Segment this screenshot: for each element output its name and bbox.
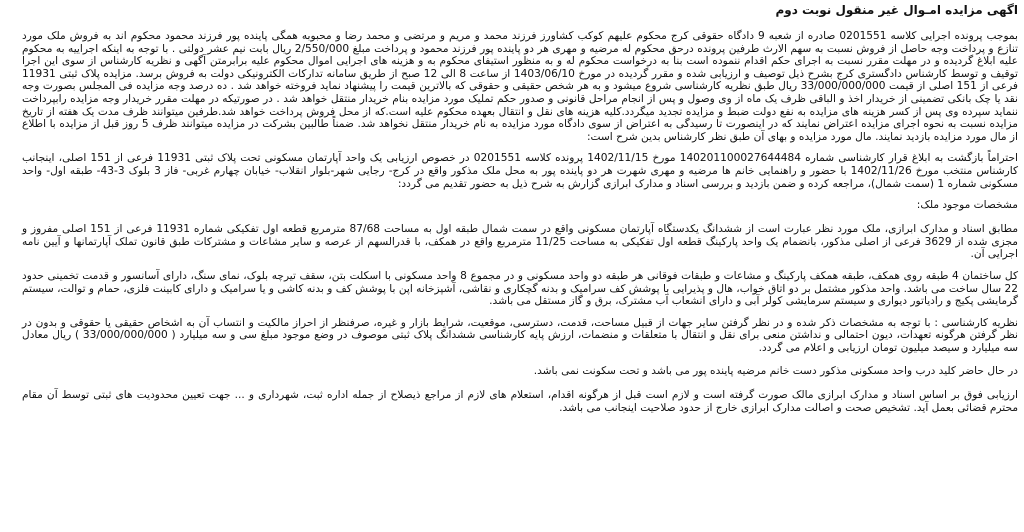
paragraph-key-status: در حال حاضر کلید درب واحد مسکونی مذکور دست خانم مرضیه پاینده پور می باشد و تحت سکونت نمی باشد. xyxy=(533,365,1018,378)
spacer xyxy=(22,308,1018,317)
spacer xyxy=(22,143,1018,152)
spacer xyxy=(22,212,1018,223)
notice-title: اگهی مزایده امـوال غیر منقول نوبت دوم xyxy=(775,3,1018,17)
paragraph-property-description: مطابق اسناد و مدارک ابرازی، ملک مورد نظر عبارت است از ششدانگ یکدستگاه آپارتمان مسکونی واقع در سمت شمال طبقه اول به مساحت 87/68 مترمربع قطعه اول تفکیکی شماره 11931 فرعی از 151 اصلی مفروز و مجزی شده از 3629 فرعی از اصلی مذکور، بانضمام یک واحد پارکینگ قطعه اول تفکیکی به مساحت 11/25 مترمربع واقع در همکف، با قدرالسهم از عرصه و سایر مشاعات و مشترکات طبق قانون تملک آپارتمانها و آیین نامه اجرایی آن. xyxy=(22,223,1019,261)
paragraph-expert-assignment: احتراماً بازگشت به ابلاغ قرار کارشناسی شماره 140201100027644484 مورخ 1402/11/15 پرونده کلاسه 0201551 در خصوص ارزیابی یک واحد آپارتمان مسکونی تحت پلاک ثبتی 11931 فرعی از 151 اصلی، اینجانب کارشناس منتخب مورخ 1402/11/26 با حضور و راهنمایی خانم ها مرضیه و مهری شهرت هر دو پاینده پور به محل ملک مذکور واقع در کرج- رجایی شهر-بلوار انقلاب- خیابان چهارم غربی- فاز 3 بلوک 3-43- طبقه اول- واحد مسکونی شماره 1 (سمت شمال)، مراجعه کرده و ضمن بازدید و بررسی اسناد و مدارک ابرازی گزارش به شرح ذیل به حضور تقدیم می گردد: xyxy=(22,152,1018,190)
section-heading-property-specs: مشخصات موجود ملک: xyxy=(916,199,1018,212)
paragraph-expert-opinion: نظریه کارشناسی : با توجه به مشخصات ذکر شده و در نظر گرفتن سایر جهات از قبیل مساحت، قدمت، دسترسی، موقعیت، شرایط بازار و غیره، صرفنظر از احراز مالکیت و انتساب آن به اشخاص حقیقی یا حقوقی و بدون در نظر گرفتن هرگونه تعهدات، دیون احتمالی و نداشتن منعی برای نقل و انتقال با متعلقات و منضمات، ارزش پایه کارشناسی ششدانگ پلاک ثبتی موصوف در وضع موجود مبلغ سی و سه میلیارد ( 33/000/000/000 ) ریال معادل سه میلیارد و سیصد میلیون تومان ارزیابی و اعلام می گردد. xyxy=(22,316,1018,354)
paragraph-enforcement-order: بموجب پرونده اجرایی کلاسه 0201551 صادره از شعبه 9 دادگاه حقوقی کرج محکوم علیهم کوکب کشاورز فرزند محمد و مریم و مرتضی و محمد رضا و محبوبه همگی پاینده پور فرزند محمود محکوم اند به فروش ملک مورد تنازع و پرداخت وجه حاصل از فروش نسبت به سهم الارث طرفین پرونده درحق محکوم له مرضیه و مهری هر دو پاینده پور فرزند محمود و پرداخت مبلغ 2/550/000 ریال بابت نیم عشر دولتی . با توجه به اینکه اجراییه به محکوم علیه ابلاغ گردیده و در مهلت مقرر نسبت به اجرای حکم اقدام ننموده است بنا به درخواست محکوم له و به منظور استیفای محکوم به و هزینه های اجرایی اموال محکوم علیه برابرمتن آگهی و نظریه کارشناس از سوی این اجرا توقیف و توسط کارشناس دادگستری کرج بشرح ذیل توصیف و ارزیابی شده و مقرر گردیده در مورخ 1403/06/10 از ساعت 8 الی 12 صبح از طریق سامانه تدارکات الکترونیکی دولت به فروش برسد. مزایده پلاک ثبتی 11931 فرعی از 151 اصلی از قیمت 33/000/000/000 ریال طبق نظریه کارشناسی شروع میشود و به هر شخص حقیقی و حقوقی که بالاترین قیمت را پیشنهاد نماید فروخته خواهد شد . ده درصد وجه مزایده فی المجلس بصورت وجه نقد یا چک بانکی تضمینی از خریدار اخذ و الباقی ظرف یک ماه از وی وصول و پس از انجام مراحل قانونی و صدور حکم تملیک مورد مزایده بنام خریدار منتقل خواهد شد . در صورتیکه در مهلت مقرر خریدار وجه مزایده رابپرداخت ننماید سپرده وی پس از کسر هزینه های مزایده به نفع دولت ضبط و مزایده تجدید میگردد.کلیه هزینه های نقل و انتقال بعهده محکوم علیه است.که از محل فروش پرداخت خواهد شد.طرفین میتوانند ظرف مدت یک هفته از تاریخ مزایده نسبت به نحوه اجرای مزایده اعتراض نمایند که در اینصورت تا رسیدگی به اعتراض از سوی دادگاه مورد مزایده به نام خریدار منتقل نخواهد شد. ضمناً طالبین بشرکت در مزایده میتوانند ظرف 5 روز قبل از مزایده با اطلاع از مال مورد مزایده بازدید نمایند. مال مورد مزایده و بهای آن طبق نظر کارشناس بدین شرح است: xyxy=(22,30,1018,143)
spacer xyxy=(22,354,1018,365)
spacer xyxy=(22,378,1018,389)
notice-page xyxy=(14,0,1024,526)
paragraph-building-details: کل ساختمان 4 طبقه روی همکف، طبقه همکف پارکینگ و مشاعات و طبقات فوقانی هر طبقه دو واحد مسکونی و در مجموع 8 واحد مسکونی با اسکلت بتن، سقف تیرچه بلوک، نمای سنگ، دارای آسانسور و قدمت تخمینی حدود 22 سال ساخت می باشد. واحد مذکور مشتمل بر دو اتاق خواب، هال و پذیرایی با پوشش کف سرامیک و بدنه گچکاری و نقاشی، آشپزخانه اپن با پوشش کف و بدنه کاشی و یا سرامیک و دارای کابینت فلزی، حمام و توالت، سیستم گرمایشی پکیج و رادیاتور دیواری و سیستم سرمایشی کولر آبی و دارای انشعاب آب مشترک، برق و گاز مستقل می باشد. xyxy=(22,269,1018,308)
spacer xyxy=(22,261,1018,270)
paragraph-disclaimer: ارزیابی فوق بر اساس اسناد و مدارک ابرازی مالک صورت گرفته است و لازم است قبل از هرگونه اقدام، استعلام های لازم از مراجع ذیصلاح از جمله اداره ثبت، شهرداری و ... جهت تعیین محدودیت های ثبتی توسط آن مقام محترم قضائی بعمل آید. تشخیص صحت و اصالت مدارک ابرازی خارج از حدود صلاحیت اینجانب می باشد. xyxy=(22,389,1018,414)
spacer xyxy=(22,190,1018,199)
